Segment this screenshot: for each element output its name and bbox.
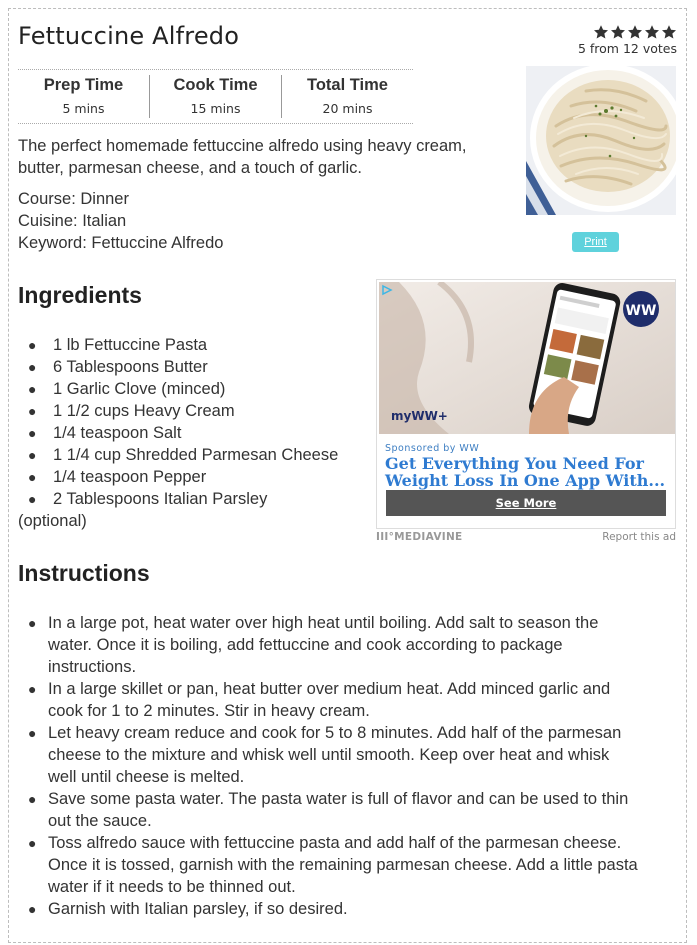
list-item: ● Save some pasta water. The pasta water is full of flavor and can be used to thin out the sauce.: [28, 790, 629, 830]
list-item: ● 6 Tablespoons Butter: [28, 358, 208, 376]
ingredient: 1 Garlic Clove (minced): [53, 380, 226, 398]
print-button[interactable]: Print: [572, 232, 619, 252]
list-item: ● 1 1/4 cup Shredded Parmesan Cheese: [28, 446, 339, 464]
star-icon[interactable]: [661, 24, 677, 40]
cuisine: Cuisine: Italian: [18, 212, 127, 230]
time-value: 20 mins: [322, 101, 373, 116]
see-more-button[interactable]: See More: [386, 490, 666, 516]
mediavine-logo: [376, 531, 463, 543]
ingredient: 1 1/4 cup Shredded Parmesan Cheese: [53, 446, 339, 464]
instruction-step: In a large skillet or pan, heat butter over medium heat. Add minced garlic and cook for 1 to 2 minutes. Stir in heavy cream.: [48, 680, 611, 720]
star-rating[interactable]: [578, 24, 677, 40]
ww-logo-text: WW: [625, 303, 657, 319]
rating: [578, 24, 677, 56]
ingredient: 2 Tablespoons Italian Parsley: [53, 490, 268, 508]
list-item: ● Toss alfredo sauce with fettuccine pasta and add half of the parmesan cheese. Once it is tossed, garnish with the remaining parmesan cheese. Add a little pasta water if it needs to be thinned out.: [28, 834, 638, 896]
time-value: 15 mins: [190, 101, 241, 116]
time-label: Cook Time: [173, 76, 258, 94]
time-value: 5 mins: [62, 101, 105, 116]
ingredient: 1/4 teaspoon Pepper: [53, 468, 207, 486]
ingredient: 1 1/2 cups Heavy Cream: [53, 402, 235, 420]
list-item: ● 1 lb Fettuccine Pasta: [28, 336, 208, 354]
keyword: Keyword: Fettuccine Alfredo: [18, 234, 224, 252]
star-icon[interactable]: [593, 24, 609, 40]
list-item: ● Garnish with Italian parsley, if so desired.: [28, 900, 348, 918]
ad-headline-line[interactable]: Get Everything You Need For: [385, 454, 644, 473]
total-time: [281, 75, 413, 118]
instructions-heading: Instructions: [18, 560, 150, 586]
list-item: ● 1 Garlic Clove (minced): [28, 380, 226, 398]
recipe-times: [18, 69, 413, 124]
time-label: Total Time: [307, 76, 388, 94]
instructions-list: [28, 612, 668, 920]
ingredient: 1/4 teaspoon Salt: [53, 424, 182, 442]
ingredients-list: [18, 334, 368, 532]
recipe-meta: [18, 188, 223, 254]
ingredients-heading: Ingredients: [18, 282, 142, 308]
recipe-photo: [526, 66, 676, 215]
instruction-step: Garnish with Italian parsley, if so desired.: [48, 900, 348, 918]
course: Course: Dinner: [18, 190, 129, 208]
list-item: ● In a large skillet or pan, heat butter over medium heat. Add minced garlic and cook for 1 to 2 minutes. Stir in heavy cream.: [28, 680, 611, 720]
advertisement[interactable]: [376, 279, 676, 529]
time-label: Prep Time: [43, 76, 124, 94]
ingredient-note: (optional): [18, 512, 87, 530]
list-item: ● 1/4 teaspoon Pepper: [28, 468, 207, 486]
ad-image[interactable]: [379, 282, 675, 434]
mediavine-label: MEDIAVINE: [394, 531, 463, 543]
recipe-summary: The perfect homemade fettuccine alfredo using heavy cream, butter, parmesan cheese, and a touch of garlic.: [18, 137, 467, 177]
instruction-step: Save some pasta water. The pasta water is full of flavor and can be used to thin out the sauce.: [48, 790, 629, 830]
recipe-title: Fettuccine Alfredo: [18, 22, 240, 50]
star-icon[interactable]: [644, 24, 660, 40]
ad-sponsor: Sponsored by WW: [385, 443, 480, 454]
ad-headline-line[interactable]: Weight Loss In One App With...: [385, 471, 666, 490]
ingredient: 1 lb Fettuccine Pasta: [53, 336, 208, 354]
star-icon[interactable]: [627, 24, 643, 40]
instruction-step: Toss alfredo sauce with fettuccine pasta and add half of the parmesan cheese. Once it is tossed, garnish with the remaining parmesan cheese. Add a little pasta water if it needs to be thinned out.: [48, 834, 638, 896]
instruction-step: In a large pot, heat water over high heat until boiling. Add salt to season the water. Once it is boiling, add fettuccine and cook according to package instructions.: [48, 614, 599, 676]
ingredient: 6 Tablespoons Butter: [53, 358, 208, 376]
list-item: ● In a large pot, heat water over high heat until boiling. Add salt to season the water. Once it is boiling, add fettuccine and cook according to package instructions.: [28, 614, 599, 676]
star-icon[interactable]: [610, 24, 626, 40]
list-item: ● 2 Tablespoons Italian Parsley: [28, 490, 268, 508]
myww-brand: myWW+: [391, 409, 448, 423]
prep-time: [18, 70, 149, 123]
mediavine-icon: III°: [376, 531, 395, 543]
ad-headline[interactable]: [385, 455, 670, 489]
list-item: ● 1/4 teaspoon Salt: [28, 424, 182, 442]
instruction-step: Let heavy cream reduce and cook for 5 to 8 minutes. Add half of the parmesan cheese to the mixture and whisk well until smooth. Keep over heat and whisk well until cheese is melted.: [48, 724, 622, 786]
cook-time: [149, 75, 281, 118]
vote-count: 5 from 12 votes: [577, 41, 677, 56]
report-ad-link[interactable]: Report this ad: [602, 531, 676, 543]
list-item: ● 1 1/2 cups Heavy Cream: [28, 402, 235, 420]
list-item: ● Let heavy cream reduce and cook for 5 to 8 minutes. Add half of the parmesan cheese to the mixture and whisk well until smooth. Keep over heat and whisk well until cheese is melted.: [28, 724, 622, 786]
